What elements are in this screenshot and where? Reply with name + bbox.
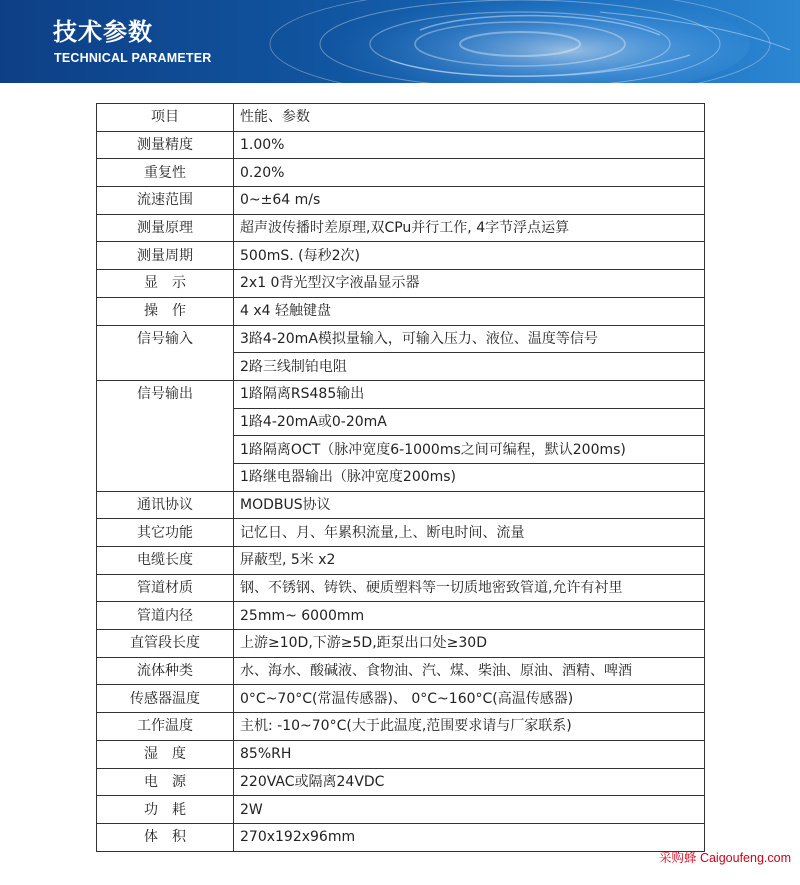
row-value: 1路隔离OCT（脉冲宽度6-1000ms之间可编程，默认200ms) (234, 436, 705, 464)
row-label: 重复性 (97, 159, 234, 187)
row-value: 1路隔离RS485输出 (234, 380, 705, 408)
table-row (97, 713, 705, 741)
row-label: 信号输出 (97, 380, 234, 491)
table-row (97, 214, 705, 242)
table-header-row (97, 104, 705, 132)
row-value: 2路三线制铂电阻 (234, 353, 705, 381)
table-row (97, 159, 705, 187)
row-value: 2x1 0背光型汉字液晶显示器 (234, 270, 705, 298)
row-label: 测量周期 (97, 242, 234, 270)
row-value: 500mS. (每秒2次) (234, 242, 705, 270)
row-label: 管道材质 (97, 574, 234, 602)
table-row (97, 630, 705, 658)
row-label: 管道内径 (97, 602, 234, 630)
table-row (97, 131, 705, 159)
table-row (97, 768, 705, 796)
page-title: 技术参数 (53, 18, 153, 46)
table-row (97, 297, 705, 325)
table-row (97, 547, 705, 575)
row-label: 操 作 (97, 297, 234, 325)
row-value: 水、海水、酸碱液、食物油、汽、煤、柴油、原油、酒精、啤酒 (234, 657, 705, 685)
row-label: 电缆长度 (97, 547, 234, 575)
row-label: 电 源 (97, 768, 234, 796)
table-row (97, 602, 705, 630)
row-value: 主机: -10~70°C(大于此温度,范围要求请与厂家联系) (234, 713, 705, 741)
row-value: 1路4-20mA或0-20mA (234, 408, 705, 436)
row-label: 流速范围 (97, 187, 234, 215)
row-label: 体 积 (97, 823, 234, 851)
row-value: 270x192x96mm (234, 823, 705, 851)
row-label: 工作温度 (97, 713, 234, 741)
row-value: 上游≥10D,下游≥5D,距泵出口处≥30D (234, 630, 705, 658)
row-value: 超声波传播时差原理,双CPu并行工作, 4字节浮点运算 (234, 214, 705, 242)
table-row (97, 380, 705, 408)
table-row (97, 574, 705, 602)
table-row (97, 796, 705, 824)
row-value: 220VAC或隔离24VDC (234, 768, 705, 796)
table-row (97, 325, 705, 353)
row-value: 1.00% (234, 131, 705, 159)
spec-table-body (97, 104, 705, 852)
header-item: 项目 (97, 104, 234, 132)
row-value: 3路4-20mA模拟量输入，可输入压力、液位、温度等信号 (234, 325, 705, 353)
row-label: 直管段长度 (97, 630, 234, 658)
row-value: 4 x4 轻触键盘 (234, 297, 705, 325)
table-row (97, 685, 705, 713)
table-row (97, 823, 705, 851)
row-label: 通讯协议 (97, 491, 234, 519)
header-banner (0, 0, 800, 83)
row-value: 0°C~70°C(常温传感器)、 0°C~160°C(高温传感器) (234, 685, 705, 713)
row-label: 显 示 (97, 270, 234, 298)
row-value: 85%RH (234, 740, 705, 768)
row-value: 25mm~ 6000mm (234, 602, 705, 630)
row-label: 其它功能 (97, 519, 234, 547)
row-value: 记忆日、月、年累积流量,上、断电时间、流量 (234, 519, 705, 547)
row-label: 测量原理 (97, 214, 234, 242)
spec-table (96, 103, 705, 852)
row-value: 屏蔽型, 5米 x2 (234, 547, 705, 575)
row-value: 0.20% (234, 159, 705, 187)
table-row (97, 187, 705, 215)
row-label: 功 耗 (97, 796, 234, 824)
row-value: 0~±64 m/s (234, 187, 705, 215)
row-value: 1路继电器输出（脉冲宽度200ms) (234, 463, 705, 491)
row-label: 流体种类 (97, 657, 234, 685)
table-row (97, 270, 705, 298)
header-value: 性能、参数 (234, 104, 705, 132)
page-subtitle: TECHNICAL PARAMETER (54, 51, 212, 65)
table-row (97, 491, 705, 519)
table-row (97, 242, 705, 270)
watermark: 采购蜂 Caigoufeng.com (658, 851, 791, 865)
row-label: 湿 度 (97, 740, 234, 768)
table-row (97, 657, 705, 685)
table-row (97, 740, 705, 768)
row-value: MODBUS协议 (234, 491, 705, 519)
row-label: 信号输入 (97, 325, 234, 380)
row-value: 钢、不锈钢、铸铁、硬质塑料等一切质地密致管道,允许有衬里 (234, 574, 705, 602)
table-row (97, 519, 705, 547)
row-label: 传感器温度 (97, 685, 234, 713)
row-label: 测量精度 (97, 131, 234, 159)
row-value: 2W (234, 796, 705, 824)
